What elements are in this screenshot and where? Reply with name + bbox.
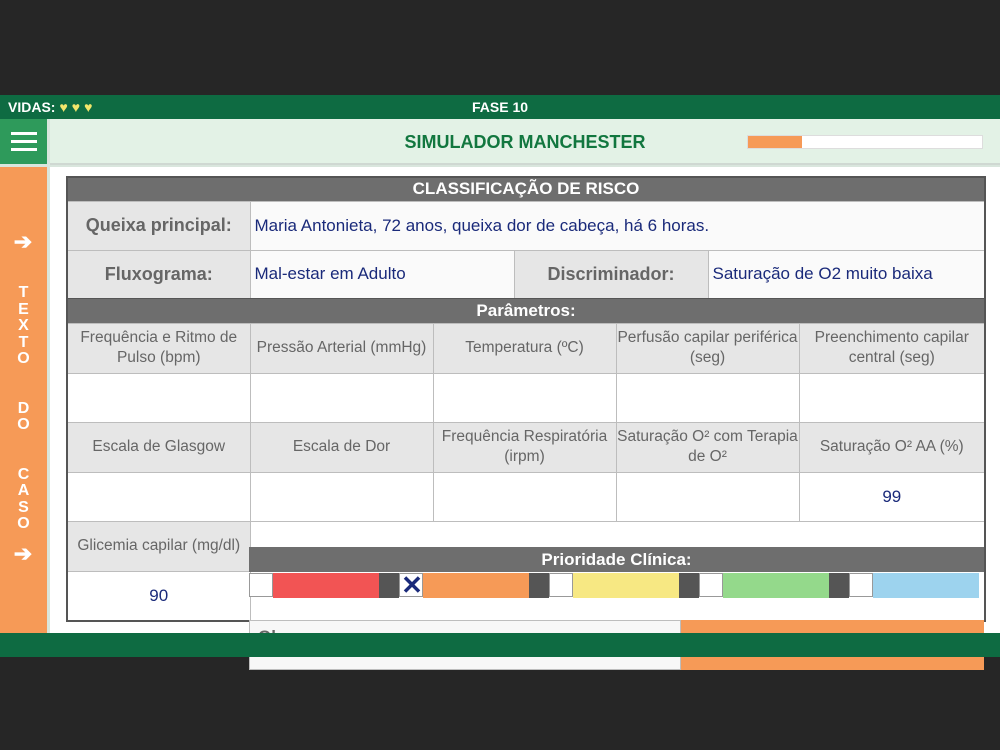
glicemia-input[interactable]: 90 xyxy=(67,571,250,621)
progress-fill xyxy=(748,136,802,148)
param-label: Saturação O² com Terapia de O² xyxy=(616,422,799,472)
priority-red-swatch[interactable] xyxy=(273,573,379,598)
priority-green-swatch[interactable] xyxy=(723,573,829,598)
param-label: Pressão Arterial (mmHg) xyxy=(250,323,433,373)
lives-label: VIDAS: xyxy=(8,99,56,115)
menu-button[interactable] xyxy=(0,119,47,164)
priority-yellow-checkbox[interactable] xyxy=(549,573,573,597)
risk-form-card xyxy=(50,167,1000,633)
x-check-icon: ✕ xyxy=(401,570,423,600)
separator xyxy=(379,573,399,598)
priority-blue-checkbox[interactable] xyxy=(849,573,873,597)
form-title: CLASSIFICAÇÃO DE RISCO xyxy=(67,177,985,201)
param-value-input[interactable] xyxy=(616,373,799,422)
param-value-input[interactable] xyxy=(433,472,616,521)
priority-yellow-swatch[interactable] xyxy=(573,573,679,598)
queixa-label: Queixa principal: xyxy=(67,201,250,250)
param-value-input[interactable] xyxy=(67,373,250,422)
param-label: Escala de Glasgow xyxy=(67,422,250,472)
priority-orange-swatch[interactable] xyxy=(423,573,529,598)
heart-icon: ♥ xyxy=(84,99,93,115)
separator xyxy=(529,573,549,598)
param-value-input[interactable]: 99 xyxy=(799,472,985,521)
progress-bar xyxy=(747,135,983,149)
param-value-input[interactable] xyxy=(67,472,250,521)
param-value-input[interactable] xyxy=(433,373,616,422)
param-label: Escala de Dor xyxy=(250,422,433,472)
case-text-label: T E X T O D O C A S O xyxy=(17,284,30,532)
risk-form xyxy=(66,176,986,300)
param-value-input[interactable] xyxy=(799,373,985,422)
heart-icon: ♥ xyxy=(59,99,68,115)
glicemia-label: Glicemia capilar (mg/dl) xyxy=(67,521,250,571)
fluxograma-label: Fluxograma: xyxy=(67,250,250,299)
discriminador-label: Discriminador: xyxy=(514,250,708,299)
parameters-title: Parâmetros: xyxy=(67,299,985,323)
priority-orange-checkbox[interactable] xyxy=(399,570,423,600)
param-label: Frequência Respiratória (irpm) xyxy=(433,422,616,472)
priority-red-checkbox[interactable] xyxy=(249,573,273,597)
priority-green-checkbox[interactable] xyxy=(699,573,723,597)
param-value-input[interactable] xyxy=(250,472,433,521)
param-label: Saturação O² AA (%) xyxy=(799,422,985,472)
arrow-right-icon: ➔ xyxy=(13,229,33,254)
separator xyxy=(679,573,699,598)
priority-options xyxy=(249,572,984,600)
param-label: Perfusão capilar periférica (seg) xyxy=(616,323,799,373)
app-header xyxy=(50,119,1000,165)
param-value-input[interactable] xyxy=(616,472,799,521)
phase-label: FASE 10 xyxy=(471,99,529,115)
priority-blue-swatch[interactable] xyxy=(873,573,979,598)
bottom-bar xyxy=(0,633,1000,657)
param-label: Preenchimento capilar central (seg) xyxy=(799,323,985,373)
case-text-tab[interactable] xyxy=(0,167,47,633)
param-label: Temperatura (ºC) xyxy=(433,323,616,373)
arrow-right-icon: ➔ xyxy=(13,541,33,566)
queixa-value: Maria Antonieta, 72 anos, queixa dor de cabeça, há 6 horas. xyxy=(250,201,985,250)
fluxograma-value: Mal-estar em Adulto xyxy=(250,250,514,299)
param-value-input[interactable] xyxy=(250,373,433,422)
app-area xyxy=(0,119,1000,633)
discriminador-value: Saturação de O2 muito baixa xyxy=(708,250,985,299)
hamburger-icon-line xyxy=(11,140,37,143)
param-label: Frequência e Ritmo de Pulso (bpm) xyxy=(67,323,250,373)
clinical-priority xyxy=(249,547,984,600)
app-title: SIMULADOR MANCHESTER xyxy=(404,132,646,152)
priority-title: Prioridade Clínica: xyxy=(249,547,984,572)
hamburger-icon xyxy=(11,132,37,135)
hamburger-icon-line xyxy=(11,148,37,151)
separator xyxy=(829,573,849,598)
heart-icon: ♥ xyxy=(71,99,81,115)
top-status-bar xyxy=(0,95,1000,119)
